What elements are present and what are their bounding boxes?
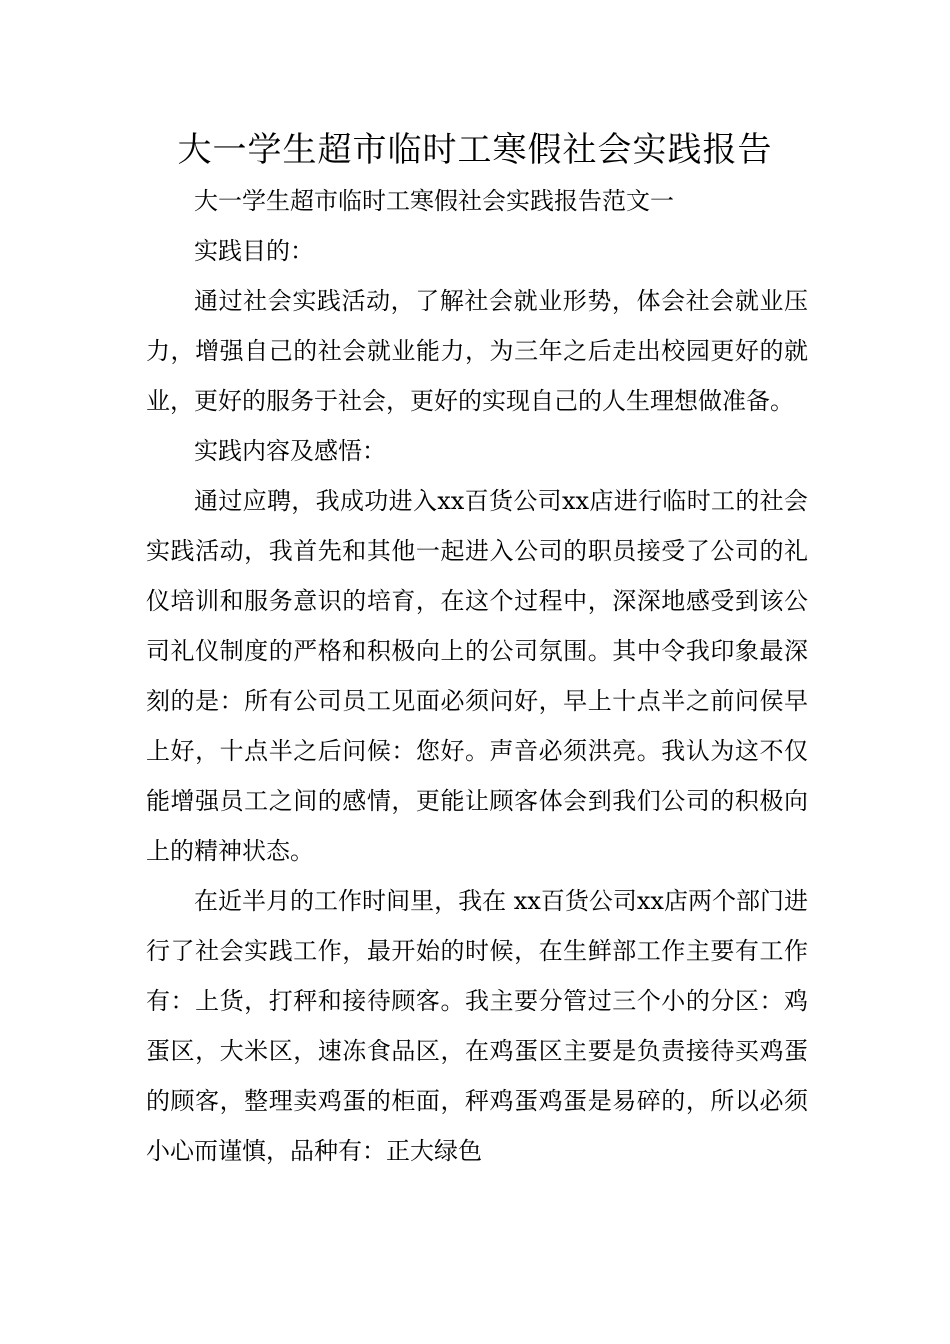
paragraph-subtitle: 大一学生超市临时工寒假社会实践报告范文一 — [194, 187, 674, 215]
paragraph-content: 通过应聘，我成功进入xx百货公司xx店进行临时工的社会实践活动，我首先和其他一起进入公司的职员接受了公司的礼仪培训和服务意识的培育，在这个过程中，深深地感受到该公司礼仪制度的严格和积极向上的公司氛围。其中令我印象最深刻的是：所有公司员工见面必须问好，早上十点半之前问侯早上好，十点半之后问候：您好。声音必须洪亮。我认为这不仅能增强员工之间的感情，更能让顾客体会到我们公司的积极向上的精神状态。 — [146, 487, 808, 865]
paragraph-purpose-heading: 实践目的： — [194, 237, 314, 265]
paragraph-purpose: 通过社会实践活动，了解社会就业形势，体会社会就业压力，增强自己的社会就业能力，为三年之后走出校园更好的就业，更好的服务于社会，更好的实现自己的人生理想做准备。 — [146, 287, 808, 415]
document-title: 大一学生超市临时工寒假社会实践报告 — [177, 130, 773, 170]
paragraph-work: 在近半月的工作时间里，我在 xx百货公司xx店两个部门进行了社会实践工作，最开始的时候，在生鲜部工作主要有工作有：上货，打秤和接待顾客。我主要分管过三个小的分区：鸡蛋区，大米区，速冻食品区，在鸡蛋区主要是负责接待买鸡蛋的顾客，整理卖鸡蛋的柜面，秤鸡蛋鸡蛋是易碎的，所以必须小心而谨慎，品种有：正大绿色 — [146, 887, 808, 1165]
document-body — [146, 176, 808, 1176]
paragraph-content-heading: 实践内容及感悟： — [194, 437, 386, 465]
